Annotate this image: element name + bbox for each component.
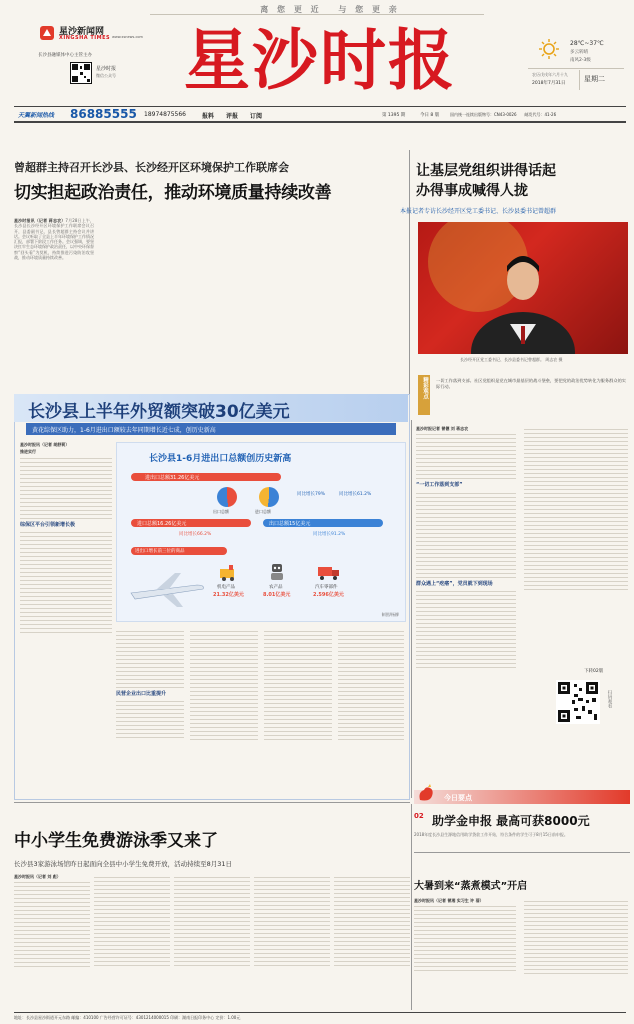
qr-sub-label: 微信公众号: [96, 73, 116, 78]
export-pie-label: 出口总额: [213, 509, 229, 514]
swim-subtitle: 长沙县3家游泳场馆昨日起面向全县中小学生免费开放，活动持续至8月31日: [14, 860, 233, 868]
export-pie: [217, 487, 237, 507]
robot-icon: [267, 561, 287, 581]
heat-byline: 星沙时报讯（记者 曾湘 实习生 许 蓓）: [414, 898, 484, 903]
lead-kicker: 曾超群主持召开长沙县、长沙经开区环境保护工作联席会: [14, 161, 289, 174]
pie-growth-1: 同比增长79%: [297, 492, 326, 497]
right-mid-section-1: “一切工作落到支部”: [416, 482, 463, 489]
trade-col-5: [338, 628, 404, 794]
truck-icon: [317, 563, 341, 581]
heat-body-col1: [414, 898, 516, 1008]
import-growth: 同比增长66.2%: [179, 532, 212, 537]
weather-temperature: 28℃~37℃: [570, 40, 604, 47]
trade-section-head-2: 民营企业出口比重提升: [116, 691, 167, 697]
trade-infographic: [116, 442, 406, 622]
nav-item-subscribe[interactable]: 订阅: [250, 113, 263, 120]
right-mid-col2: [524, 426, 628, 676]
article-qr-code[interactable]: [556, 680, 600, 724]
issue-number: 第 1395 期: [382, 113, 406, 118]
import-bar-label: 进口总额16.26亿美元: [137, 521, 187, 527]
right-headline-1: 让基层党组织讲得话起: [416, 163, 556, 179]
hotline-number[interactable]: 86885555: [70, 107, 137, 121]
swim-body-col2: [94, 874, 170, 1010]
right-quote: [436, 378, 626, 422]
logo-site-url: www.xsnews.com: [112, 35, 143, 39]
item-name-2: 农产品: [269, 585, 283, 590]
side-tag: [418, 375, 430, 415]
publication-info: 国内统一连续出版物号：CN43-0026 邮发代号：41-26: [450, 112, 557, 117]
export-growth: 同比增长91.2%: [313, 532, 346, 537]
today-page-number: 02: [414, 812, 424, 820]
secretary-photo: [418, 222, 628, 354]
swim-body-col1: [14, 874, 90, 1010]
sun-icon: [538, 38, 560, 60]
trade-subtitle: 黄花综保区助力，1-6月进出口额较去年同期增长近七成，创历史新高: [32, 427, 216, 434]
newspaper-title: 星沙时报: [184, 21, 456, 99]
right-quote-text: 一切工作落到支部。社区党组织是党在城市最基层的战斗堡垒，要把党的政治优势转化为服务群众的实际行动。: [436, 378, 626, 389]
swim-body-col3: [174, 874, 250, 1010]
infographic-caption: 制图/杨柳: [381, 612, 399, 617]
issue-weekday: 星期二: [584, 75, 605, 83]
trade-col-4: [264, 628, 332, 794]
item-value-1: 21.32亿美元: [213, 592, 244, 598]
lead-headline: 切实担起政治责任，推动环境质量持续改善: [14, 183, 332, 203]
right-mid-section-2: 群众遇上“疙瘩”，党员就下到现场: [416, 580, 493, 587]
infographic-title: 长沙县1-6月进出口总额创历史新高: [149, 454, 292, 464]
right-headline-2: 办得事成喊得人拢: [416, 183, 528, 199]
xsnews-logo-icon: [38, 24, 56, 42]
today-banner-label: 今日要点: [444, 794, 472, 802]
total-bar-label: 进出口总额31.26亿美元: [145, 475, 200, 481]
trade-headline: 长沙县上半年外贸额突破30亿美元: [28, 402, 290, 422]
xsnews-logo[interactable]: [38, 22, 156, 50]
swim-body-col4: [254, 874, 330, 1010]
nav-item-review[interactable]: 评报: [226, 113, 239, 120]
lead-byline: 星沙时报讯（记者 蒋志农）: [14, 218, 66, 223]
lunar-date: 农历戊戌年六月十九: [532, 72, 568, 77]
page-count: 今日 8 版: [420, 113, 440, 118]
side-tag-label: 精彩观点: [422, 377, 428, 399]
import-pie: [259, 487, 279, 507]
top-goods-label: 进出口增长前三位的商品: [135, 549, 185, 554]
heat-body-col2: [524, 898, 628, 1008]
logo-description: 长沙县融媒体中心主管主办: [38, 53, 92, 58]
qr-caption: 扫码观看: [607, 690, 612, 708]
item-value-2: 8.01亿美元: [263, 592, 291, 598]
lead-body-col1: [14, 218, 94, 388]
weather-wind: 南风2-3级: [570, 58, 591, 63]
item-value-3: 2.596亿美元: [313, 592, 344, 598]
trade-byline: 星沙时报讯（记者 胡舒莉）: [20, 442, 70, 447]
trade-section-head: 综保区平台引领新增长极: [20, 521, 76, 528]
import-pie-label: 进口总额: [255, 509, 271, 514]
hotline-label: 天翼新闻热线: [18, 112, 55, 119]
pie-growth-2: 同比增长61.2%: [339, 492, 372, 497]
masthead-qr-code[interactable]: [70, 62, 92, 84]
right-mid-byline: 星沙时报记者 曾德 刘 蒋志农: [416, 426, 469, 431]
heat-headline: 大暑到来“蒸煮模式”开启: [414, 881, 528, 892]
photo-caption: 长沙经开区党工委书记、长沙县委书记曾超群。 周志农 摄: [460, 357, 563, 362]
qr-label: 星沙时报: [96, 66, 117, 72]
lead-body-col3: [190, 218, 270, 388]
trade-col-2: [116, 628, 184, 794]
hotline-mobile[interactable]: 18974875566: [144, 111, 186, 118]
nav-item-report[interactable]: 报料: [202, 113, 215, 120]
airplane-icon: [127, 567, 207, 611]
swim-headline: 中小学生免费游泳季又来了: [14, 831, 218, 851]
weather-description: 多云转晴: [570, 50, 588, 55]
qr-pattern-icon: [70, 62, 92, 84]
machinery-icon: [217, 563, 239, 581]
rooster-icon: [416, 784, 438, 804]
lead-body-col5: [366, 218, 404, 388]
item-name-3: 汽车零部件: [315, 585, 338, 590]
portrait-icon: [418, 222, 628, 354]
trade-body-col: [20, 442, 112, 792]
logo-site-name: 星沙新闻网: [59, 27, 105, 37]
trade-subtitle-banner: [26, 423, 396, 435]
swim-byline: 星沙时报讯（记者 刘 彪）: [14, 874, 61, 879]
lead-body-col4: [278, 218, 358, 388]
right-subtitle: 本报记者专访长沙经开区党工委书记、长沙县委书记曾超群: [400, 208, 557, 215]
today-text-block: [414, 832, 628, 850]
masthead: [0, 0, 634, 121]
lead-body-col2: [102, 218, 182, 388]
issue-date: 2018年7月31日: [532, 81, 566, 86]
footer-info: 地址：长沙县星沙街道开元东路 邮编：410100 广告经营许可证号：4301214000015 印刷：湖南日报印务中心 定价：1.00元: [14, 1015, 241, 1020]
today-text: 2018年度长沙县生源地信用助学贷款工作开始，符合条件的学生可于8月15日前申报。: [414, 832, 568, 837]
trade-lead-label: 推进实行: [20, 449, 36, 455]
masthead-slogan: 离 您 更 近 与 您 更 亲: [260, 5, 400, 14]
swim-body-col5: [334, 874, 410, 1010]
right-mid-col1: [416, 426, 516, 796]
trade-headline-banner: [14, 394, 408, 422]
lead-body-text: 7月28日上午，长沙县长沙经开区环境保护工作联席会议召开，县委副书记、县长曾超群主持会议并讲话。会议听取了全县上半年环境保护工作情况汇报，部署下阶段工作任务。会议强调，要坚决扛牢生态环境保护政治责任，以中央环保督察“回头看”为契机，持续推进污染防治攻坚战，推动环境质量持续改善。: [14, 218, 94, 261]
export-bar-label: 出口总额15亿美元: [269, 521, 311, 527]
logo-site-en: XINGSHA TIMES: [59, 35, 111, 41]
today-banner: [414, 790, 630, 804]
trade-col-3: [190, 628, 258, 794]
today-headline[interactable]: 助学金申报 最高可获8000元: [432, 814, 590, 828]
qr-code-icon: [556, 680, 600, 724]
continue-note: 下转02版: [584, 669, 604, 674]
item-name-1: 机电产品: [217, 585, 235, 590]
